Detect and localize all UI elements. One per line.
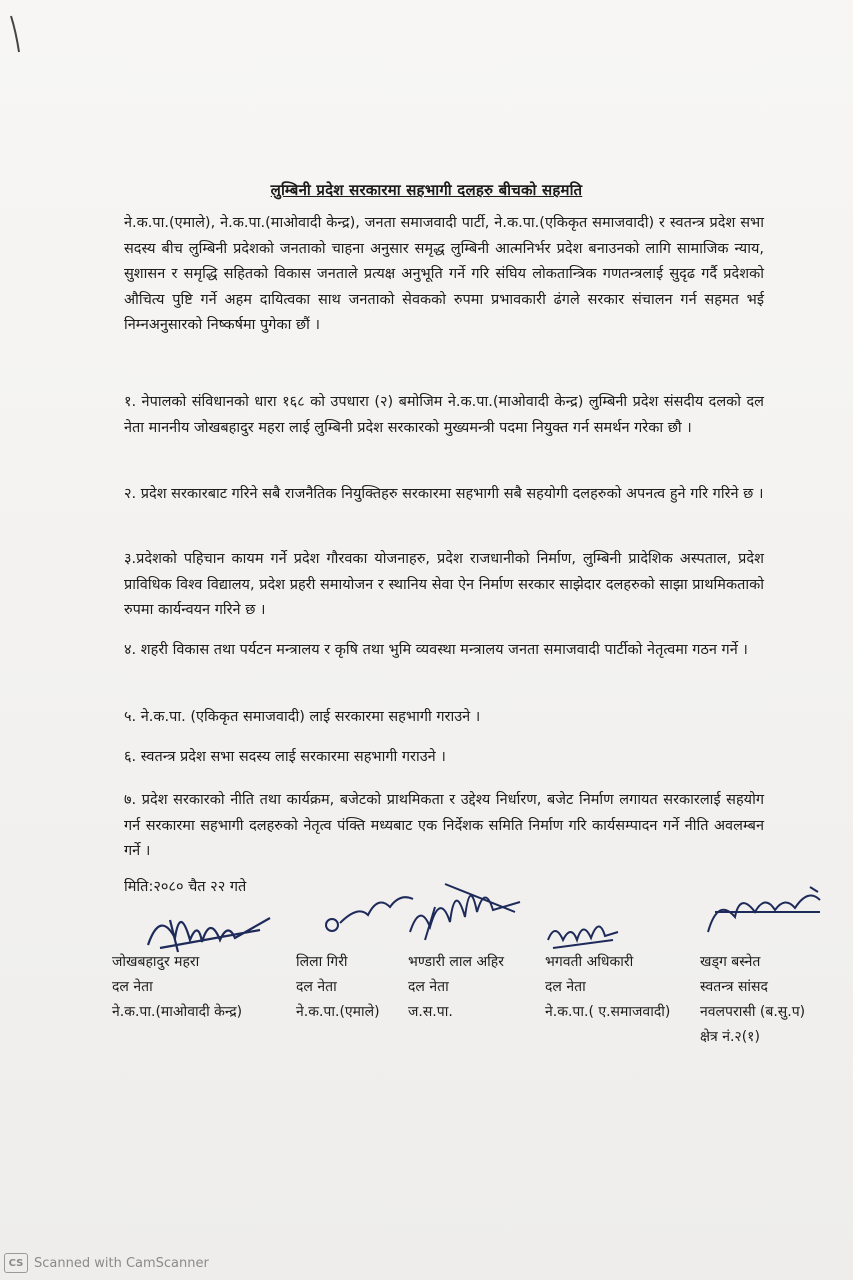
signatory-5 <box>700 950 805 1050</box>
point-4: ४. शहरी विकास तथा पर्यटन मन्त्रालय र कृषि तथा भुमि व्यवस्था मन्त्रालय जनता समाजवादी पार्टीको नेतृत्वमा गठन गर्ने । <box>124 642 748 658</box>
signatory-name: लिला गिरी <box>296 954 348 970</box>
signatory-party: ज.स.पा. <box>408 1004 453 1020</box>
signatory-role: स्वतन्त्र सांसद <box>700 979 768 995</box>
signature-2 <box>318 885 418 945</box>
signatory-name: खड्ग बस्नेत <box>700 954 761 970</box>
scanner-watermark <box>4 1252 209 1274</box>
signatory-2 <box>296 950 380 1025</box>
signatory-role: दल नेता <box>112 979 153 995</box>
signature-5 <box>700 882 830 942</box>
signatory-name: जोखबहादुर महरा <box>112 954 200 970</box>
camscanner-logo-icon: CS <box>4 1253 28 1273</box>
point-5: ५. ने.क.पा. (एकिकृत समाजवादी) लाई सरकारमा सहभागी गराउने । <box>124 709 481 725</box>
signatory-party: नवलपरासी (ब.सु.प) <box>700 1004 806 1020</box>
point-6: ६. स्वतन्त्र प्रदेश सभा सदस्य लाई सरकारमा सहभागी गराउने । <box>124 749 446 765</box>
point-2: २. प्रदेश सरकारबाट गरिने सबै राजनैतिक नियुक्तिहरु सरकारमा सहभागी सबै सहयोगी दलहरुको अपनत्व हुने गरि गरिने छ । <box>124 486 764 502</box>
signatory-1 <box>112 950 242 1025</box>
signatory-4 <box>545 950 670 1025</box>
signatory-name: भण्डारी लाल अहिर <box>408 954 504 970</box>
signature-3 <box>405 872 525 952</box>
document-title: लुम्बिनी प्रदेश सरकारमा सहभागी दलहरु बीचको सहमति <box>270 181 583 199</box>
signatory-role: दल नेता <box>408 979 449 995</box>
signatory-3 <box>408 950 504 1025</box>
signature-4 <box>543 910 623 955</box>
point-1: १. नेपालको संविधानको धारा १६८ को उपधारा (२) बमोजिम ने.क.पा.(माओवादी केन्द्र) लुम्बिनी प्रदेश संसदीय दलको दल नेता माननीय जोखबहादुर महरा लाई लुम्बिनी प्रदेश सरकारको मुख्यमन्त्री पदमा नियुक्त गर्न समर्थन गरेका छौ । <box>124 394 764 436</box>
signatory-role: दल नेता <box>296 979 337 995</box>
signatory-name: भगवती अधिकारी <box>545 954 634 970</box>
scan-mark-icon <box>8 14 22 54</box>
signatory-party: ने.क.पा.(माओवादी केन्द्र) <box>112 1004 243 1020</box>
signatory-role: दल नेता <box>545 979 586 995</box>
scanner-watermark-text: Scanned with CamScanner <box>34 1255 209 1271</box>
point-7: ७. प्रदेश सरकारको नीति तथा कार्यक्रम, बजेटको प्राथमिकता र उद्देश्य निर्धारण, बजेट निर्माण लगायत सरकारलाई सहयोग गर्न सरकारमा सहभागी दलहरुको नेतृत्व पंक्ति मध्यबाट एक निर्देशक समिति निर्माण गरि कार्यसम्पादन गर्ने नीति अवलम्बन गर्ने । <box>124 792 764 859</box>
signatory-party: ने.क.पा.(एमाले) <box>296 1004 380 1020</box>
signatory-constituency: क्षेत्र नं.२(१) <box>700 1029 760 1045</box>
signatory-party: ने.क.पा.( ए.समाजवादी) <box>545 1004 671 1020</box>
point-3: ३.प्रदेशको पहिचान कायम गर्ने प्रदेश गौरवका योजनाहरु, प्रदेश राजधानीको निर्माण, लुम्बिनी प्रादेशिक अस्पताल, प्रदेश प्राविधिक विश्व विद्यालय, प्रदेश प्रहरी समायोजन र स्थानिय सेवा ऐन निर्माण सरकार साझेदार दलहरुको साझा प्राथमिकताको रुपमा कार्यन्वयन गरिने छ । <box>124 551 764 618</box>
intro-paragraph: ने.क.पा.(एमाले), ने.क.पा.(माओवादी केन्द्र), जनता समाजवादी पार्टी, ने.क.पा.(एकिकृत समाजवादी) र स्वतन्त्र प्रदेश सभा सदस्य बीच लुम्बिनी प्रदेशको जनताको चाहना अनुसार समृद्ध लुम्बिनी आत्मनिर्भर प्रदेश बनाउनको लागि सामाजिक न्याय, सुशासन र समृद्धि सहितको विकास जनताले प्रत्यक्ष अनुभूति गर्ने गरि संघिय लोकतान्त्रिक गणतन्त्रलाई सुदृढ गर्दै प्रदेशको औचित्य पुष्टि गर्ने अहम दायित्वका साथ जनताको सेवकको रुपमा प्रभावकारी ढंगले सरकार संचालन गर्न सहमत भई निम्नअनुसारको निष्कर्षमा पुगेका छौं । <box>124 215 764 333</box>
date-line: मिति:२०८० चैत २२ गते <box>124 879 247 895</box>
